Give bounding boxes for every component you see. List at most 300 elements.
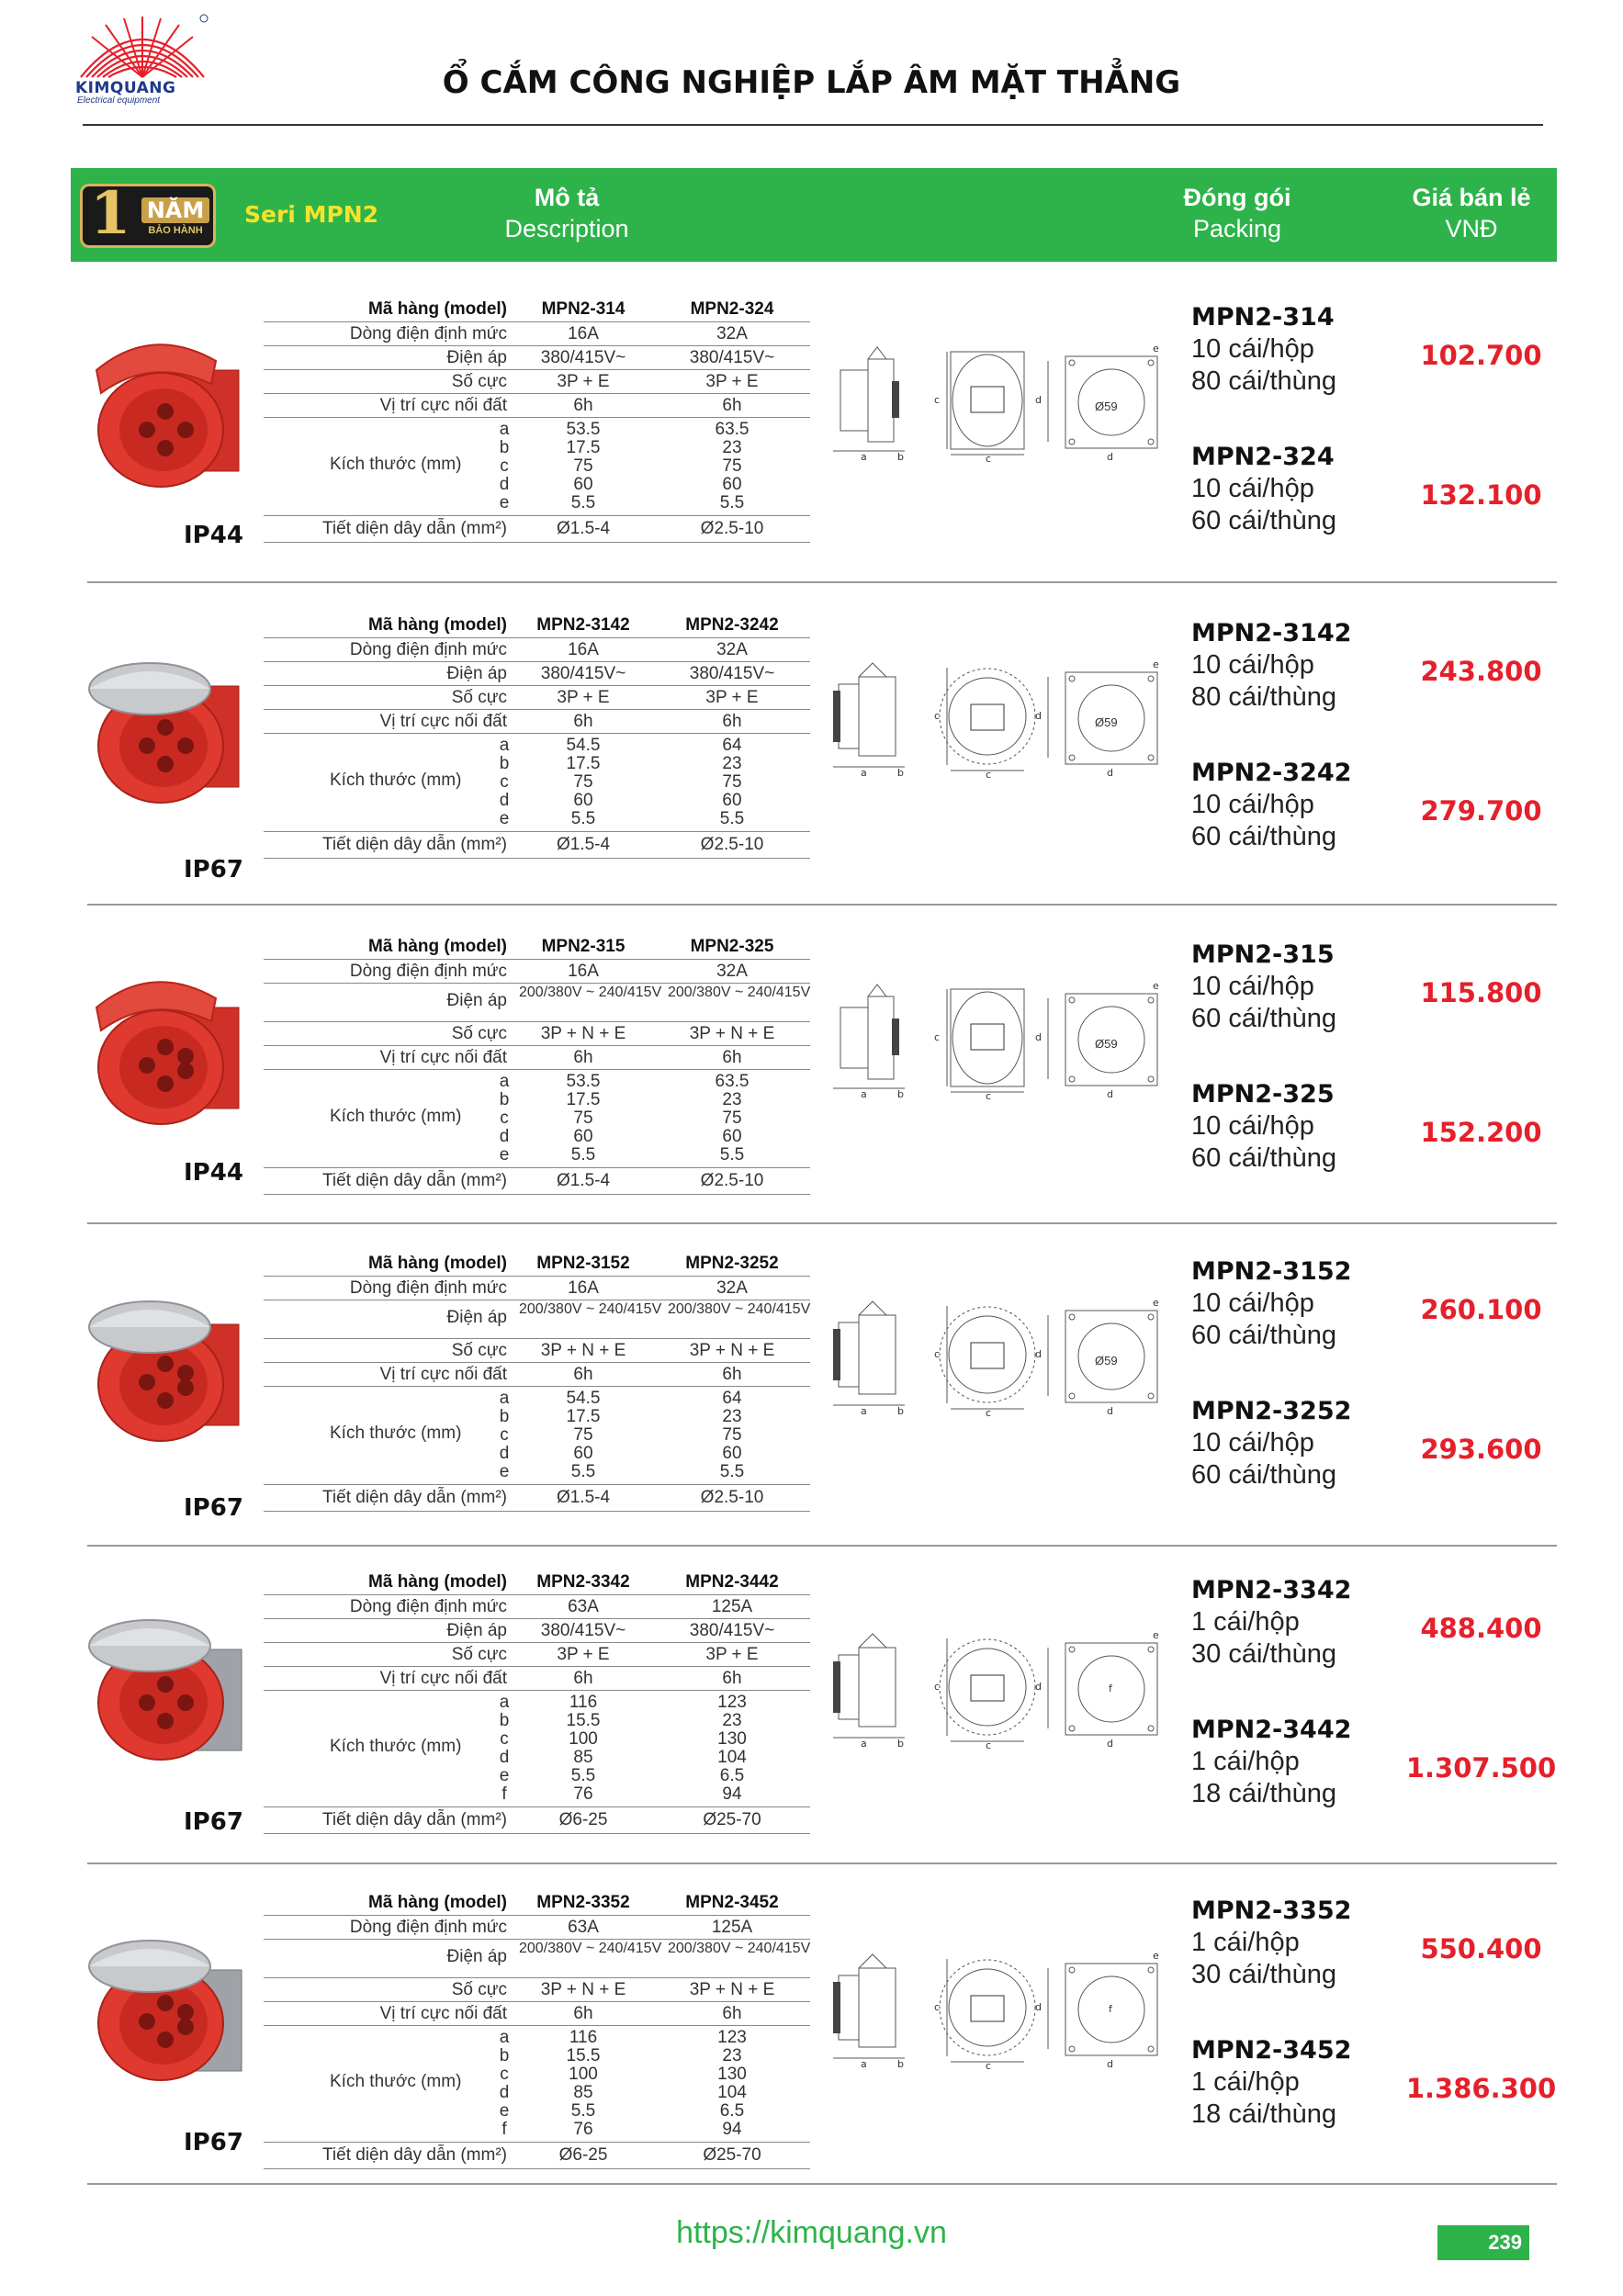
spec-divider: [264, 1690, 810, 1691]
spec-value: 125A: [711, 1918, 753, 1937]
dim-letter: c: [500, 1109, 509, 1128]
dim-value: 75: [573, 456, 593, 476]
spec-divider: [264, 1386, 810, 1387]
table-header-band: [71, 168, 1557, 262]
dim-letter: b: [499, 438, 510, 457]
dimension-diagram-icon: [831, 1950, 1176, 2069]
svg-text:c: c: [986, 453, 992, 462]
dim-value: 17.5: [566, 1090, 601, 1109]
dim-letter: c: [500, 2065, 509, 2084]
packing-per-carton: 60 cái/thùng: [1191, 1321, 1337, 1350]
packing-per-carton: 30 cái/thùng: [1191, 1639, 1337, 1669]
dim-value: 15.5: [566, 2046, 601, 2065]
dim-value: 130: [717, 1729, 747, 1749]
socket-photo: [78, 1274, 253, 1448]
svg-text:c: c: [986, 1739, 992, 1749]
spec-value: MPN2-315: [541, 937, 626, 956]
dim-value: 94: [722, 2120, 742, 2139]
header-price-vi: Giá bán lẻ: [1412, 184, 1531, 211]
dim-letter: d: [499, 475, 510, 494]
dims-block: [264, 420, 810, 512]
dims-label: Kích thước (mm): [330, 2072, 462, 2091]
spec-divider: [264, 1915, 810, 1916]
spec-divider: [264, 1362, 810, 1363]
svg-text:d: d: [1035, 1681, 1042, 1693]
packing-model-code: MPN2-3452: [1191, 2036, 1352, 2065]
dim-value: 123: [717, 1693, 747, 1712]
dim-value: 15.5: [566, 1711, 601, 1730]
packing-model-code: MPN2-325: [1191, 1080, 1335, 1109]
spec-value: 380/415V~: [689, 664, 775, 683]
spec-value: MPN2-3342: [536, 1572, 630, 1592]
dims-label: Kích thước (mm): [330, 1737, 462, 1756]
spec-label: Tiết diện dây dẫn (mm²): [322, 835, 507, 854]
spec-divider: [264, 831, 810, 832]
dim-value: 53.5: [566, 1072, 601, 1091]
ip-rating-label: IP44: [184, 522, 243, 549]
spec-label: Số cực: [451, 1980, 507, 1999]
dim-letter: e: [499, 493, 510, 512]
dim-value: 5.5: [570, 1145, 596, 1165]
svg-text:c: c: [934, 1681, 941, 1693]
packing-per-carton: 60 cái/thùng: [1191, 1460, 1337, 1490]
spec-label: Dòng điện định mức: [349, 640, 507, 659]
retail-price: 152.200: [1420, 1117, 1542, 1148]
dim-value: 5.5: [719, 1462, 745, 1481]
spec-label: Vị trí cực nối đất: [379, 1048, 507, 1067]
dim-value: 5.5: [570, 1766, 596, 1785]
spec-value: Ø6-25: [558, 2145, 608, 2165]
dim-value: 5.5: [719, 493, 745, 512]
dim-value: 60: [722, 1444, 742, 1463]
dim-value: 60: [573, 1444, 593, 1463]
svg-text:e: e: [1153, 1629, 1159, 1641]
svg-text:b: b: [897, 1738, 904, 1749]
spec-divider: [264, 2025, 810, 2026]
packing-per-carton: 60 cái/thùng: [1191, 1143, 1337, 1173]
header-description-en: Description: [504, 214, 629, 242]
dim-letter: f: [502, 2120, 507, 2139]
svg-text:e: e: [1153, 343, 1159, 355]
packing-model-code: MPN2-324: [1191, 443, 1335, 471]
spec-divider: [264, 858, 810, 859]
dim-value: 54.5: [566, 1389, 601, 1408]
dim-value: 75: [722, 456, 742, 476]
spec-value: 16A: [568, 324, 599, 343]
spec-value: 200/380V ~ 240/415V: [519, 1301, 662, 1317]
spec-divider: [264, 417, 810, 418]
dim-value: 116: [569, 1693, 598, 1712]
retail-price: 293.600: [1420, 1434, 1542, 1465]
packing-per-box: 10 cái/hộp: [1191, 1428, 1314, 1458]
header-description: [434, 183, 700, 245]
spec-value: Ø6-25: [558, 1810, 608, 1829]
dim-value: 94: [722, 1784, 742, 1804]
svg-text:c: c: [986, 1090, 992, 1099]
svg-text:a: a: [861, 767, 867, 778]
svg-text:b: b: [897, 1088, 904, 1099]
svg-text:c: c: [986, 2060, 992, 2069]
spec-label: Số cực: [451, 1645, 507, 1664]
spec-value: 200/380V ~ 240/415V: [668, 1941, 811, 1956]
spec-divider: [264, 1977, 810, 1978]
svg-text:d: d: [1107, 2058, 1113, 2069]
spec-value: 200/380V ~ 240/415V: [668, 985, 811, 1000]
dim-value: 17.5: [566, 1407, 601, 1426]
dim-letter: e: [499, 1145, 510, 1165]
spec-divider: [264, 1939, 810, 1940]
packing-model-code: MPN2-3242: [1191, 759, 1352, 787]
dim-value: 85: [573, 1748, 593, 1767]
header-packing-en: Packing: [1192, 214, 1282, 242]
spec-label: Điện áp: [446, 664, 507, 683]
svg-text:d: d: [1107, 451, 1113, 462]
dim-letter: d: [499, 2083, 510, 2102]
spec-divider: [264, 1045, 810, 1046]
packing-info: [1191, 1078, 1336, 1175]
dim-value: 5.5: [719, 1145, 745, 1165]
technical-drawing: [831, 1950, 1176, 2069]
spec-label: Dòng điện định mức: [349, 324, 507, 343]
spec-value: 125A: [711, 1597, 753, 1616]
dim-letter: e: [499, 2101, 510, 2121]
spec-value: 63A: [568, 1597, 599, 1616]
section-divider: [87, 904, 1557, 906]
dim-value: 75: [573, 1425, 593, 1445]
dim-value: 60: [722, 791, 742, 810]
packing-per-carton: 80 cái/thùng: [1191, 366, 1337, 396]
spec-value: 63A: [568, 1918, 599, 1937]
socket-photo: [78, 1913, 253, 2088]
spec-value: 3P + E: [557, 688, 610, 707]
spec-divider: [264, 1594, 810, 1595]
spec-label: Điện áp: [446, 1621, 507, 1640]
dim-value: 54.5: [566, 736, 601, 755]
packing-info: [1191, 1895, 1351, 1991]
spec-value: 3P + E: [557, 1645, 610, 1664]
retail-price: 279.700: [1420, 795, 1542, 827]
retail-price: 243.800: [1420, 656, 1542, 687]
dim-letter: a: [499, 736, 510, 755]
dim-value: 76: [573, 1784, 593, 1804]
packing-per-box: 1 cái/hộp: [1191, 1928, 1300, 1957]
diameter-label: Ø59: [1095, 715, 1118, 729]
diameter-label: Ø59: [1095, 400, 1118, 413]
spec-label: Điện áp: [446, 1947, 507, 1966]
spec-divider: [264, 1338, 810, 1339]
spec-label: Mã hàng (model): [368, 615, 507, 635]
dim-value: 60: [573, 475, 593, 494]
packing-per-box: 10 cái/hộp: [1191, 972, 1314, 1001]
footer-url[interactable]: https://kimquang.vn: [676, 2215, 947, 2250]
spec-label: Vị trí cực nối đất: [379, 1365, 507, 1384]
spec-label: Số cực: [451, 1341, 507, 1360]
spec-label: Số cực: [451, 1024, 507, 1043]
svg-text:b: b: [897, 1405, 904, 1416]
dim-value: 23: [722, 438, 742, 457]
spec-divider: [264, 1167, 810, 1168]
section-divider: [87, 1222, 1557, 1224]
spec-value: 3P + E: [705, 688, 759, 707]
dim-value: 60: [722, 475, 742, 494]
packing-per-box: 1 cái/hộp: [1191, 1607, 1300, 1637]
svg-text:c: c: [934, 710, 941, 722]
technical-drawing: [831, 980, 1176, 1099]
svg-text:e: e: [1153, 1950, 1159, 1962]
spec-value: Ø2.5-10: [700, 835, 764, 854]
packing-per-box: 10 cái/hộp: [1191, 790, 1314, 819]
dims-block: [264, 1693, 810, 1803]
spec-value: 6h: [722, 1669, 742, 1688]
header-price: [1384, 183, 1559, 245]
dim-value: 123: [717, 2028, 747, 2047]
spec-divider: [264, 1666, 810, 1667]
spec-label: Tiết diện dây dẫn (mm²): [322, 2145, 507, 2165]
dims-label: Kích thước (mm): [330, 455, 462, 474]
spec-value: 380/415V~: [540, 664, 626, 683]
packing-per-carton: 80 cái/thùng: [1191, 682, 1337, 712]
spec-label: Dòng điện định mức: [349, 962, 507, 981]
socket-photo: [78, 1593, 253, 1767]
spec-value: 3P + N + E: [689, 1024, 775, 1043]
header-packing: [1141, 183, 1334, 245]
spec-value: 32A: [716, 324, 748, 343]
spec-value: 6h: [722, 1365, 742, 1384]
header-packing-vi: Đóng gói: [1183, 184, 1291, 211]
spec-value: MPN2-314: [541, 299, 626, 319]
spec-label: Vị trí cực nối đất: [379, 396, 507, 415]
spec-value: 6h: [722, 712, 742, 731]
dim-value: 5.5: [570, 493, 596, 512]
svg-text:d: d: [1107, 767, 1113, 778]
packing-per-box: 10 cái/hộp: [1191, 1111, 1314, 1141]
socket-photo: [78, 957, 253, 1131]
packing-info: [1191, 617, 1351, 714]
svg-text:d: d: [1107, 1405, 1113, 1416]
spec-divider: [264, 1021, 810, 1022]
spec-divider: [264, 321, 810, 322]
spec-divider: [264, 685, 810, 686]
warranty-years: 1: [90, 179, 131, 248]
dim-letter: e: [499, 809, 510, 828]
diameter-label: Ø59: [1095, 1037, 1118, 1051]
spec-value: 380/415V~: [540, 1621, 626, 1640]
retail-price: 115.800: [1420, 977, 1542, 1008]
dim-letter: d: [499, 1444, 510, 1463]
dims-label: Kích thước (mm): [330, 1107, 462, 1126]
technical-drawing: [831, 1297, 1176, 1416]
spec-label: Vị trí cực nối đất: [379, 1669, 507, 1688]
logo-text: KIMQUANG: [75, 79, 176, 97]
packing-model-code: MPN2-3352: [1191, 1896, 1352, 1925]
retail-price: 260.100: [1420, 1294, 1542, 1325]
spec-label: Số cực: [451, 372, 507, 391]
packing-per-carton: 60 cái/thùng: [1191, 506, 1337, 535]
spec-value: 200/380V ~ 240/415V: [668, 1301, 811, 1317]
spec-divider: [264, 1276, 810, 1277]
dim-letter: b: [499, 1711, 510, 1730]
dim-letter: a: [499, 1389, 510, 1408]
dim-letter: e: [499, 1462, 510, 1481]
svg-text:d: d: [1035, 1348, 1042, 1360]
section-divider: [87, 581, 1557, 583]
dim-value: 60: [722, 1127, 742, 1146]
dim-value: 6.5: [719, 2101, 745, 2121]
svg-text:d: d: [1035, 394, 1042, 406]
packing-info: [1191, 1714, 1351, 1810]
spec-divider: [264, 1806, 810, 1807]
dim-value: 23: [722, 1711, 742, 1730]
spec-value: Ø1.5-4: [556, 519, 611, 538]
spec-value: Ø2.5-10: [700, 519, 764, 538]
spec-value: 32A: [716, 1278, 748, 1298]
dim-value: 5.5: [719, 809, 745, 828]
spec-label: Tiết diện dây dẫn (mm²): [322, 519, 507, 538]
spec-value: 3P + N + E: [540, 1024, 626, 1043]
dimension-diagram-icon: [831, 1297, 1176, 1416]
dims-label: Kích thước (mm): [330, 771, 462, 790]
svg-text:b: b: [897, 451, 904, 462]
dim-value: 5.5: [570, 1462, 596, 1481]
dim-letter: b: [499, 1090, 510, 1109]
ip-rating-label: IP44: [184, 1159, 243, 1187]
spec-label: Dòng điện định mức: [349, 1597, 507, 1616]
dim-value: 75: [573, 1109, 593, 1128]
svg-text:d: d: [1035, 2001, 1042, 2013]
spec-value: MPN2-3352: [536, 1893, 630, 1912]
spec-divider: [264, 2001, 810, 2002]
dim-letter: d: [499, 791, 510, 810]
spec-value: 380/415V~: [540, 348, 626, 367]
packing-model-code: MPN2-314: [1191, 303, 1335, 332]
spec-label: Mã hàng (model): [368, 937, 507, 956]
spec-value: MPN2-3152: [536, 1254, 630, 1273]
dim-value: 64: [722, 1389, 742, 1408]
dim-value: 17.5: [566, 438, 601, 457]
section-divider: [87, 1863, 1557, 1864]
spec-divider: [264, 2142, 810, 2143]
svg-text:a: a: [861, 451, 867, 462]
dim-value: 85: [573, 2083, 593, 2102]
dimension-diagram-icon: [831, 343, 1176, 462]
spec-value: 3P + N + E: [540, 1980, 626, 1999]
packing-per-box: 10 cái/hộp: [1191, 1289, 1314, 1318]
spec-label: Vị trí cực nối đất: [379, 712, 507, 731]
dim-value: 76: [573, 2120, 593, 2139]
packing-per-carton: 18 cái/thùng: [1191, 1779, 1337, 1808]
dim-value: 6.5: [719, 1766, 745, 1785]
dim-letter: b: [499, 754, 510, 773]
series-label: Seri MPN2: [244, 201, 379, 228]
header-description-vi: Mô tả: [534, 184, 600, 211]
svg-text:a: a: [861, 2058, 867, 2069]
page-title: Ổ CẮM CÔNG NGHIỆP LẮP ÂM MẶT THẲNG: [442, 64, 1181, 101]
svg-text:f: f: [1109, 1683, 1112, 1694]
spec-divider: [264, 1069, 810, 1070]
socket-photo: [78, 320, 253, 494]
retail-price: 550.400: [1420, 1933, 1542, 1964]
svg-text:c: c: [986, 769, 992, 778]
dim-value: 63.5: [715, 420, 750, 439]
packing-per-carton: 30 cái/thùng: [1191, 1960, 1337, 1989]
spec-value: 6h: [573, 1365, 593, 1384]
title-divider: [83, 124, 1543, 126]
packing-per-carton: 18 cái/thùng: [1191, 2099, 1337, 2129]
spec-label: Mã hàng (model): [368, 1254, 507, 1273]
dim-letter: d: [499, 1748, 510, 1767]
packing-model-code: MPN2-3442: [1191, 1716, 1352, 1744]
spec-divider: [264, 959, 810, 960]
spec-divider: [264, 1511, 810, 1512]
spec-divider: [264, 369, 810, 370]
svg-text:e: e: [1153, 658, 1159, 670]
spec-label: Dòng điện định mức: [349, 1918, 507, 1937]
spec-divider: [264, 733, 810, 734]
dims-block: [264, 1072, 810, 1164]
spec-value: Ø25-70: [703, 2145, 761, 2165]
dim-value: 75: [722, 772, 742, 792]
spec-value: 3P + E: [705, 372, 759, 391]
ip-rating-label: IP67: [184, 856, 243, 884]
dim-letter: a: [499, 420, 510, 439]
page-number: 239: [1437, 2225, 1529, 2260]
spec-divider: [264, 983, 810, 984]
dim-value: 5.5: [570, 2101, 596, 2121]
dim-value: 23: [722, 1407, 742, 1426]
spec-label: Điện áp: [446, 991, 507, 1010]
packing-info: [1191, 441, 1336, 537]
dim-value: 104: [717, 2083, 747, 2102]
spec-value: MPN2-3242: [685, 615, 779, 635]
retail-price: 1.307.500: [1405, 1752, 1557, 1784]
socket-photo: [78, 636, 253, 810]
svg-text:d: d: [1035, 710, 1042, 722]
dim-value: 116: [569, 2028, 598, 2047]
packing-per-carton: 60 cái/thùng: [1191, 1004, 1337, 1033]
dim-value: 23: [722, 1090, 742, 1109]
spec-divider: [264, 2168, 810, 2169]
packing-per-box: 10 cái/hộp: [1191, 334, 1314, 364]
spec-value: 16A: [568, 962, 599, 981]
section-divider: [87, 2183, 1557, 2185]
svg-text:a: a: [861, 1405, 867, 1416]
spec-value: MPN2-3452: [685, 1893, 779, 1912]
spec-value: 32A: [716, 640, 748, 659]
ip-rating-label: IP67: [184, 1808, 243, 1836]
dim-value: 75: [722, 1425, 742, 1445]
spec-label: Điện áp: [446, 348, 507, 367]
svg-text:a: a: [861, 1088, 867, 1099]
spec-value: Ø1.5-4: [556, 1488, 611, 1507]
dim-letter: c: [500, 772, 509, 792]
dims-label: Kích thước (mm): [330, 1424, 462, 1443]
spec-divider: [264, 709, 810, 710]
spec-value: MPN2-3442: [685, 1572, 779, 1592]
dim-letter: b: [499, 1407, 510, 1426]
packing-model-code: MPN2-3142: [1191, 619, 1352, 647]
dim-value: 60: [573, 1127, 593, 1146]
spec-value: Ø1.5-4: [556, 1171, 611, 1190]
spec-value: 6h: [722, 396, 742, 415]
packing-info: [1191, 1395, 1351, 1491]
ip-rating-label: IP67: [184, 2129, 243, 2156]
retail-price: 488.400: [1420, 1613, 1542, 1644]
packing-per-box: 10 cái/hộp: [1191, 474, 1314, 503]
dim-value: 53.5: [566, 420, 601, 439]
spec-value: Ø1.5-4: [556, 835, 611, 854]
dimension-diagram-icon: [831, 980, 1176, 1099]
packing-info: [1191, 1255, 1351, 1352]
